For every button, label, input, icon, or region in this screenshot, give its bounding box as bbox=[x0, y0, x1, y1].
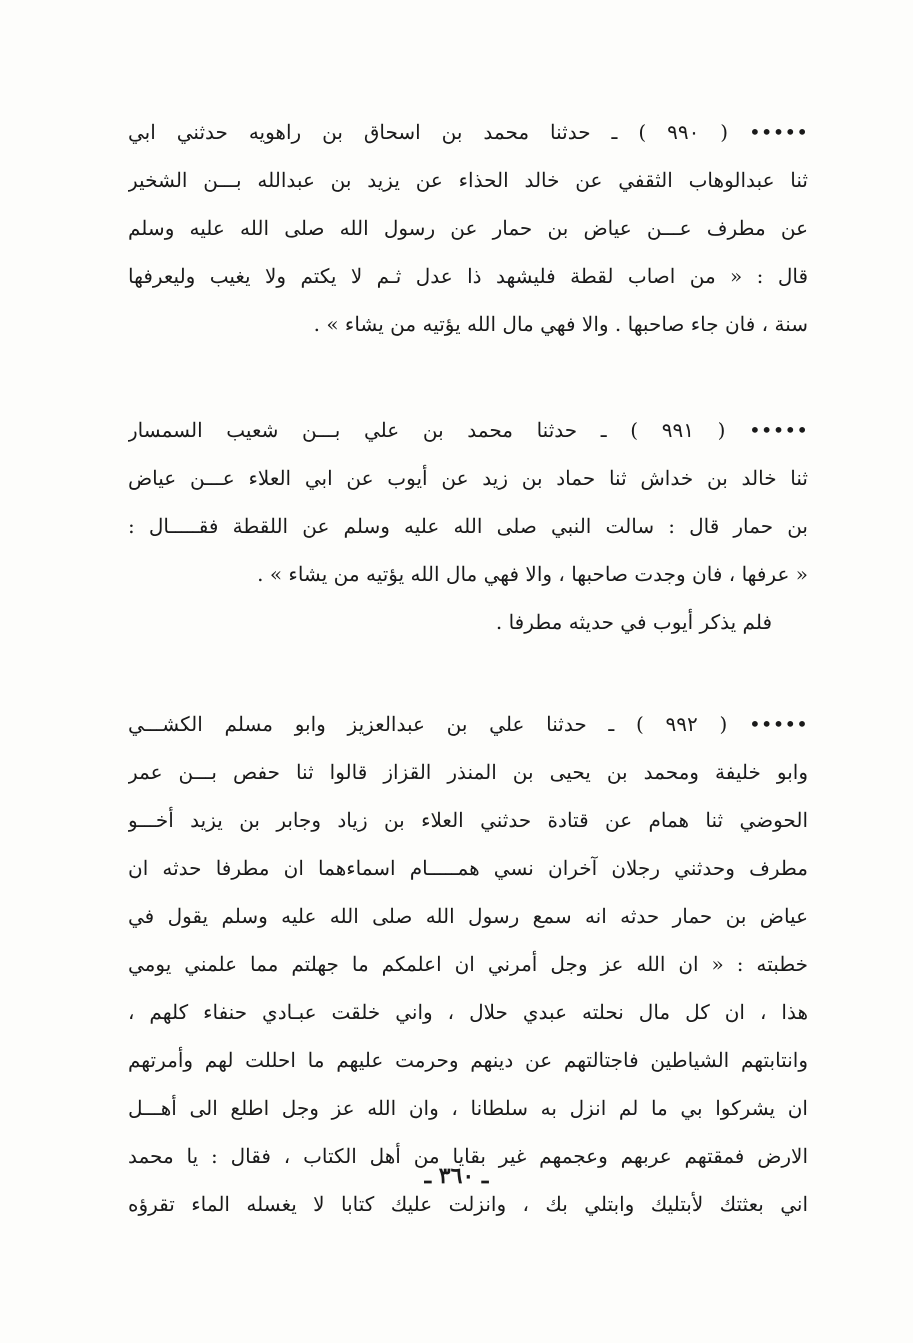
text-line: ••••• ( ٩٩١ ) ـ حدثنا محمد بن علي بـــن شعيب السمسار bbox=[128, 418, 808, 442]
hadith-992 bbox=[128, 700, 808, 1228]
text-line: خطبته : « ان الله عز وجل أمرني ان اعلمكم ما جهلتم مما علمني يومي bbox=[128, 952, 808, 976]
text-line: الحوضي ثنا همام عن قتادة حدثني العلاء بن زياد وجابر بن يزيد أخـــو bbox=[128, 808, 808, 832]
hadith-990 bbox=[128, 108, 808, 348]
text-line: ••••• ( ٩٩٢ ) ـ حدثنا علي بن عبدالعزيز وابو مسلم الكشـــي bbox=[128, 712, 808, 736]
text-line: هذا ، ان كل مال نحلته عبدي حلال ، واني خلقت عبـادي حنفاء كلهم ، bbox=[128, 1000, 808, 1024]
text-line: ••••• ( ٩٩٠ ) ـ حدثنا محمد بن اسحاق بن راهويه حدثني ابي bbox=[128, 120, 808, 144]
text-body bbox=[128, 108, 808, 1228]
text-line: « عرفها ، فان وجدت صاحبها ، والا فهي مال الله يؤتيه من يشاء » . bbox=[257, 562, 808, 586]
text-line: فلم يذكر أيوب في حديثه مطرفا . bbox=[495, 610, 772, 634]
text-line: عن مطرف عـــن عياض بن حمار عن رسول الله صلى الله عليه وسلم bbox=[128, 216, 808, 240]
paragraph-gap bbox=[128, 646, 808, 700]
text-line: سنة ، فان جاء صاحبها . والا فهي مال الله يؤتيه من يشاء » . bbox=[313, 312, 808, 336]
text-line: عياض بن حمار حدثه انه سمع رسول الله صلى الله عليه وسلم يقول في bbox=[128, 904, 808, 928]
text-line: ثنا عبدالوهاب الثقفي عن خالد الحذاء عن يزيد بن عبدالله بـــن الشخير bbox=[128, 168, 808, 192]
page-number: ـ ٣٦٠ ـ bbox=[424, 1163, 489, 1189]
text-line: اني بعثتك لأبتليك وابتلي بك ، وانزلت عليك كتابا لا يغسله الماء تقرؤه bbox=[128, 1192, 808, 1216]
text-line: وانتابتهم الشياطين فاجتالتهم عن دينهم وحرمت عليهم ما احللت لهم وأمرتهم bbox=[128, 1048, 808, 1072]
text-line: الارض فمقتهم عربهم وعجمهم غير بقايا من أهل الكتاب ، فقال : يا محمد bbox=[128, 1144, 808, 1168]
paragraph-gap bbox=[128, 348, 808, 406]
text-line: وابو خليفة ومحمد بن يحيى بن المنذر القزاز قالوا ثنا حفص بـــن عمر bbox=[128, 760, 808, 784]
text-line: مطرف وحدثني رجلان آخران نسي همـــــام اسماءهما ان مطرفا حدثه ان bbox=[128, 856, 808, 880]
text-line: بن حمار قال : سالت النبي صلى الله عليه وسلم عن اللقطة فقـــــال : bbox=[128, 514, 808, 538]
text-line: قال : « من اصاب لقطة فليشهد ذا عدل ثـم لا يكتم ولا يغيب وليعرفها bbox=[128, 264, 808, 288]
text-line: ان يشركوا بي ما لم انزل به سلطانا ، وان الله عز وجل اطلع الى أهـــل bbox=[128, 1096, 808, 1120]
text-line: ثنا خالد بن خداش ثنا حماد بن زيد عن أيوب عن ابي العلاء عـــن عياض bbox=[128, 466, 808, 490]
hadith-991 bbox=[128, 406, 808, 646]
